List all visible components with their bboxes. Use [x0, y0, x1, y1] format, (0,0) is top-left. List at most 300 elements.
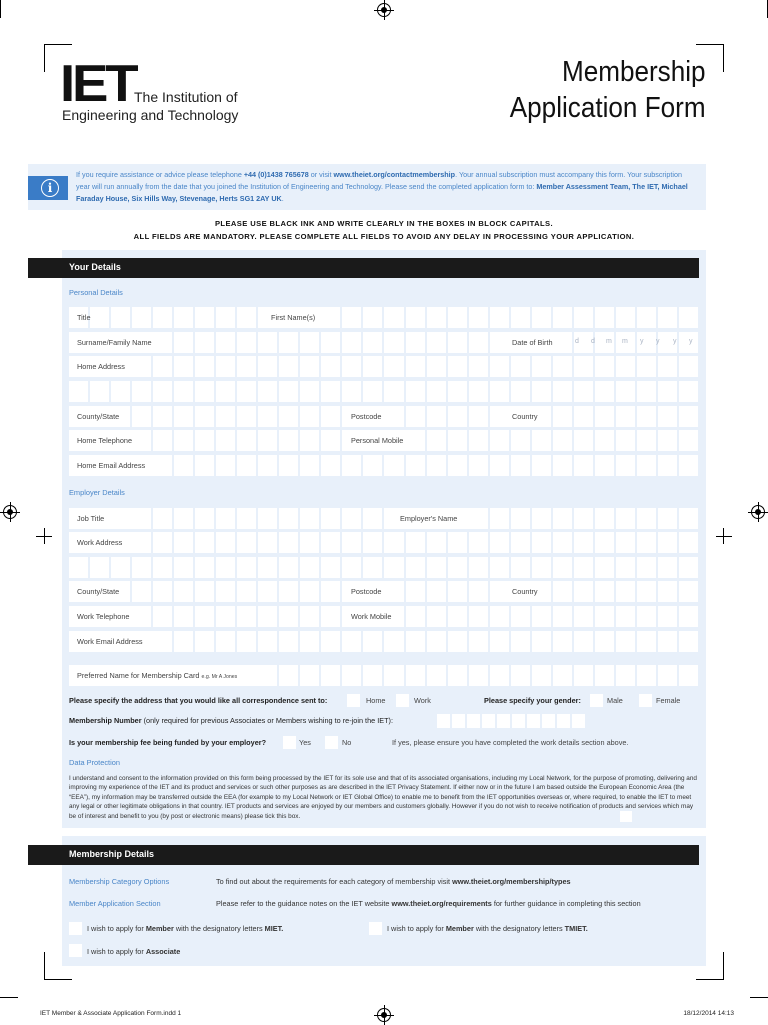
entry-box[interactable]	[616, 557, 635, 578]
entry-box[interactable]	[300, 455, 319, 476]
entry-box[interactable]	[321, 455, 340, 476]
entry-box[interactable]	[574, 532, 593, 553]
work-address-row-2[interactable]	[69, 557, 698, 578]
entry-box[interactable]	[511, 455, 530, 476]
entry-box[interactable]	[363, 532, 382, 553]
entry-box[interactable]	[616, 356, 635, 377]
entry-box[interactable]	[574, 581, 593, 602]
membership-number-box[interactable]	[512, 714, 525, 728]
entry-box[interactable]	[595, 508, 614, 529]
entry-box[interactable]	[574, 356, 593, 377]
entry-box[interactable]	[448, 332, 467, 353]
title-firstname-row[interactable]	[69, 307, 698, 328]
entry-box[interactable]	[532, 307, 551, 328]
entry-box[interactable]	[195, 406, 214, 427]
entry-box[interactable]	[321, 406, 340, 427]
membership-number-box[interactable]	[572, 714, 585, 728]
entry-box[interactable]	[595, 581, 614, 602]
entry-box[interactable]	[300, 381, 319, 402]
entry-box[interactable]	[553, 307, 572, 328]
entry-box[interactable]	[490, 430, 509, 451]
entry-box[interactable]	[69, 557, 88, 578]
entry-box[interactable]	[469, 557, 488, 578]
entry-box[interactable]	[216, 406, 235, 427]
entry-box[interactable]	[511, 381, 530, 402]
entry-box[interactable]	[174, 455, 193, 476]
entry-box[interactable]	[616, 665, 635, 686]
entry-box[interactable]	[532, 532, 551, 553]
entry-box[interactable]	[679, 606, 698, 627]
entry-box[interactable]	[216, 332, 235, 353]
work-checkbox[interactable]	[396, 694, 409, 707]
entry-box[interactable]	[174, 406, 193, 427]
yes-checkbox[interactable]	[283, 736, 296, 749]
entry-box[interactable]	[595, 406, 614, 427]
entry-box[interactable]	[574, 406, 593, 427]
entry-box[interactable]	[174, 557, 193, 578]
entry-box[interactable]	[384, 631, 403, 652]
entry-box[interactable]	[448, 557, 467, 578]
entry-box[interactable]	[448, 631, 467, 652]
entry-box[interactable]	[595, 307, 614, 328]
entry-box[interactable]	[490, 532, 509, 553]
entry-box[interactable]	[300, 406, 319, 427]
entry-box[interactable]	[216, 455, 235, 476]
entry-box[interactable]	[658, 508, 677, 529]
entry-box[interactable]	[616, 532, 635, 553]
entry-box[interactable]	[490, 455, 509, 476]
entry-box[interactable]	[490, 381, 509, 402]
entry-box[interactable]	[279, 430, 298, 451]
entry-box[interactable]	[469, 508, 488, 529]
entry-box[interactable]	[679, 356, 698, 377]
home-email-row[interactable]	[69, 455, 698, 476]
entry-box[interactable]	[511, 430, 530, 451]
entry-box[interactable]	[532, 557, 551, 578]
entry-box[interactable]	[174, 581, 193, 602]
entry-box[interactable]	[679, 631, 698, 652]
entry-box[interactable]	[174, 631, 193, 652]
entry-box[interactable]	[237, 406, 256, 427]
entry-box[interactable]	[300, 532, 319, 553]
entry-box[interactable]	[658, 557, 677, 578]
membership-number-box[interactable]	[437, 714, 450, 728]
membership-types-link[interactable]: www.theiet.org/membership/types	[452, 877, 571, 886]
entry-box[interactable]	[637, 508, 656, 529]
entry-box[interactable]	[258, 332, 277, 353]
entry-box[interactable]	[363, 508, 382, 529]
entry-box[interactable]	[195, 430, 214, 451]
entry-box[interactable]	[658, 430, 677, 451]
entry-box[interactable]	[384, 532, 403, 553]
entry-box[interactable]	[153, 532, 172, 553]
entry-box[interactable]	[427, 406, 446, 427]
entry-box[interactable]	[216, 581, 235, 602]
entry-box[interactable]	[363, 381, 382, 402]
entry-box[interactable]	[553, 381, 572, 402]
entry-box[interactable]	[448, 581, 467, 602]
entry-box[interactable]	[406, 665, 425, 686]
entry-box[interactable]	[427, 532, 446, 553]
entry-box[interactable]	[532, 508, 551, 529]
job-title-row[interactable]	[69, 508, 698, 529]
entry-box[interactable]	[553, 557, 572, 578]
entry-box[interactable]	[342, 532, 361, 553]
contact-link[interactable]: www.theiet.org/contactmembership	[333, 170, 456, 179]
entry-box[interactable]	[258, 455, 277, 476]
requirements-link[interactable]: www.theiet.org/requirements	[391, 899, 492, 908]
entry-box[interactable]	[448, 430, 467, 451]
entry-box[interactable]	[90, 381, 109, 402]
entry-box[interactable]	[511, 532, 530, 553]
entry-box[interactable]	[258, 557, 277, 578]
entry-box[interactable]	[132, 532, 151, 553]
entry-box[interactable]	[574, 381, 593, 402]
entry-box[interactable]	[363, 557, 382, 578]
entry-box[interactable]	[637, 557, 656, 578]
entry-box[interactable]	[237, 557, 256, 578]
entry-box[interactable]	[153, 581, 172, 602]
entry-box[interactable]	[616, 606, 635, 627]
entry-box[interactable]	[195, 508, 214, 529]
entry-box[interactable]	[258, 532, 277, 553]
entry-box[interactable]	[216, 307, 235, 328]
entry-box[interactable]	[363, 631, 382, 652]
membership-number-box[interactable]	[542, 714, 555, 728]
entry-box[interactable]	[153, 356, 172, 377]
entry-box[interactable]	[406, 307, 425, 328]
entry-box[interactable]	[427, 606, 446, 627]
entry-box[interactable]	[658, 532, 677, 553]
entry-box[interactable]	[637, 631, 656, 652]
entry-box[interactable]	[490, 557, 509, 578]
entry-box[interactable]	[679, 557, 698, 578]
entry-box[interactable]	[532, 631, 551, 652]
entry-box[interactable]	[174, 430, 193, 451]
entry-box[interactable]	[637, 581, 656, 602]
no-checkbox[interactable]	[325, 736, 338, 749]
entry-box[interactable]	[153, 307, 172, 328]
entry-box[interactable]	[279, 606, 298, 627]
entry-box[interactable]	[637, 381, 656, 402]
miet-checkbox[interactable]	[69, 922, 82, 935]
entry-box[interactable]	[195, 581, 214, 602]
entry-box[interactable]	[448, 406, 467, 427]
entry-box[interactable]	[216, 430, 235, 451]
entry-box[interactable]	[511, 356, 530, 377]
entry-box[interactable]	[595, 557, 614, 578]
entry-box[interactable]	[406, 381, 425, 402]
entry-box[interactable]	[406, 606, 425, 627]
entry-box[interactable]	[153, 430, 172, 451]
entry-box[interactable]	[469, 606, 488, 627]
entry-box[interactable]	[384, 455, 403, 476]
entry-box[interactable]	[469, 406, 488, 427]
entry-box[interactable]	[574, 631, 593, 652]
entry-box[interactable]	[616, 508, 635, 529]
entry-box[interactable]	[279, 455, 298, 476]
entry-box[interactable]	[427, 332, 446, 353]
entry-box[interactable]	[384, 381, 403, 402]
entry-box[interactable]	[279, 356, 298, 377]
entry-box[interactable]	[174, 606, 193, 627]
entry-box[interactable]	[300, 581, 319, 602]
entry-box[interactable]	[427, 581, 446, 602]
entry-box[interactable]	[511, 557, 530, 578]
entry-box[interactable]	[658, 381, 677, 402]
entry-box[interactable]	[469, 307, 488, 328]
entry-box[interactable]	[384, 332, 403, 353]
entry-box[interactable]	[216, 532, 235, 553]
entry-box[interactable]	[321, 332, 340, 353]
entry-box[interactable]	[595, 381, 614, 402]
membership-number-box[interactable]	[467, 714, 480, 728]
entry-box[interactable]	[321, 508, 340, 529]
entry-box[interactable]	[174, 307, 193, 328]
entry-box[interactable]	[532, 455, 551, 476]
entry-box[interactable]	[595, 455, 614, 476]
entry-box[interactable]	[342, 557, 361, 578]
membership-number-box[interactable]	[527, 714, 540, 728]
entry-box[interactable]	[132, 356, 151, 377]
entry-box[interactable]	[258, 508, 277, 529]
entry-box[interactable]	[300, 356, 319, 377]
entry-box[interactable]	[637, 307, 656, 328]
entry-box[interactable]	[679, 406, 698, 427]
male-checkbox[interactable]	[590, 694, 603, 707]
entry-box[interactable]	[363, 455, 382, 476]
entry-box[interactable]	[300, 508, 319, 529]
entry-box[interactable]	[553, 665, 572, 686]
entry-box[interactable]	[511, 631, 530, 652]
entry-box[interactable]	[574, 307, 593, 328]
entry-box[interactable]	[279, 557, 298, 578]
entry-box[interactable]	[553, 532, 572, 553]
entry-box[interactable]	[216, 557, 235, 578]
entry-box[interactable]	[237, 356, 256, 377]
entry-box[interactable]	[637, 606, 656, 627]
entry-box[interactable]	[490, 631, 509, 652]
entry-box[interactable]	[279, 381, 298, 402]
entry-box[interactable]	[553, 508, 572, 529]
entry-box[interactable]	[448, 455, 467, 476]
entry-box[interactable]	[258, 430, 277, 451]
entry-box[interactable]	[195, 557, 214, 578]
entry-box[interactable]	[469, 665, 488, 686]
entry-box[interactable]	[595, 532, 614, 553]
entry-box[interactable]	[679, 307, 698, 328]
entry-box[interactable]	[616, 430, 635, 451]
entry-box[interactable]	[553, 581, 572, 602]
entry-box[interactable]	[279, 581, 298, 602]
entry-box[interactable]	[553, 606, 572, 627]
entry-box[interactable]	[132, 307, 151, 328]
entry-box[interactable]	[279, 508, 298, 529]
home-address-row-1[interactable]	[69, 356, 698, 377]
entry-box[interactable]	[406, 557, 425, 578]
entry-box[interactable]	[363, 307, 382, 328]
entry-box[interactable]	[258, 631, 277, 652]
entry-box[interactable]	[153, 606, 172, 627]
entry-box[interactable]	[237, 508, 256, 529]
entry-box[interactable]	[553, 455, 572, 476]
entry-box[interactable]	[321, 381, 340, 402]
entry-box[interactable]	[658, 356, 677, 377]
entry-box[interactable]	[153, 508, 172, 529]
female-checkbox[interactable]	[639, 694, 652, 707]
entry-box[interactable]	[616, 455, 635, 476]
entry-box[interactable]	[406, 455, 425, 476]
entry-box[interactable]	[658, 631, 677, 652]
entry-box[interactable]	[616, 406, 635, 427]
entry-box[interactable]	[595, 356, 614, 377]
entry-box[interactable]	[216, 606, 235, 627]
entry-box[interactable]	[384, 557, 403, 578]
entry-box[interactable]	[469, 581, 488, 602]
entry-box[interactable]	[427, 430, 446, 451]
entry-box[interactable]	[679, 532, 698, 553]
entry-box[interactable]	[406, 581, 425, 602]
entry-box[interactable]	[132, 381, 151, 402]
entry-box[interactable]	[658, 406, 677, 427]
entry-box[interactable]	[237, 581, 256, 602]
entry-box[interactable]	[679, 455, 698, 476]
entry-box[interactable]	[679, 381, 698, 402]
entry-box[interactable]	[553, 406, 572, 427]
entry-box[interactable]	[511, 606, 530, 627]
entry-box[interactable]	[448, 381, 467, 402]
entry-box[interactable]	[469, 631, 488, 652]
entry-box[interactable]	[279, 665, 298, 686]
entry-box[interactable]	[174, 332, 193, 353]
entry-box[interactable]	[427, 356, 446, 377]
entry-box[interactable]	[637, 356, 656, 377]
entry-box[interactable]	[658, 455, 677, 476]
entry-box[interactable]	[321, 356, 340, 377]
entry-box[interactable]	[153, 381, 172, 402]
entry-box[interactable]	[174, 356, 193, 377]
entry-box[interactable]	[300, 631, 319, 652]
entry-box[interactable]	[384, 307, 403, 328]
entry-box[interactable]	[574, 665, 593, 686]
entry-box[interactable]	[216, 631, 235, 652]
entry-box[interactable]	[195, 631, 214, 652]
work-address-row-1[interactable]	[69, 532, 698, 553]
entry-box[interactable]	[427, 631, 446, 652]
entry-box[interactable]	[406, 532, 425, 553]
tmiet-checkbox[interactable]	[369, 922, 382, 935]
entry-box[interactable]	[300, 332, 319, 353]
entry-box[interactable]	[216, 381, 235, 402]
entry-box[interactable]	[279, 332, 298, 353]
entry-box[interactable]	[258, 356, 277, 377]
entry-box[interactable]	[658, 606, 677, 627]
entry-box[interactable]	[342, 508, 361, 529]
entry-box[interactable]	[532, 356, 551, 377]
entry-box[interactable]	[574, 430, 593, 451]
opt-out-checkbox[interactable]	[620, 811, 632, 822]
entry-box[interactable]	[616, 631, 635, 652]
entry-box[interactable]	[111, 557, 130, 578]
entry-box[interactable]	[532, 381, 551, 402]
entry-box[interactable]	[532, 665, 551, 686]
entry-box[interactable]	[237, 381, 256, 402]
entry-box[interactable]	[237, 532, 256, 553]
membership-number-box[interactable]	[557, 714, 570, 728]
entry-box[interactable]	[469, 532, 488, 553]
entry-box[interactable]	[427, 381, 446, 402]
entry-box[interactable]	[637, 430, 656, 451]
entry-box[interactable]	[258, 406, 277, 427]
entry-box[interactable]	[300, 665, 319, 686]
entry-box[interactable]	[90, 557, 109, 578]
entry-box[interactable]	[195, 381, 214, 402]
entry-box[interactable]	[427, 307, 446, 328]
entry-box[interactable]	[553, 631, 572, 652]
entry-box[interactable]	[384, 665, 403, 686]
entry-box[interactable]	[195, 332, 214, 353]
membership-number-box[interactable]	[452, 714, 465, 728]
entry-box[interactable]	[216, 508, 235, 529]
entry-box[interactable]	[279, 406, 298, 427]
entry-box[interactable]	[174, 508, 193, 529]
entry-box[interactable]	[469, 356, 488, 377]
entry-box[interactable]	[342, 665, 361, 686]
home-address-row-2[interactable]	[69, 381, 698, 402]
entry-box[interactable]	[195, 532, 214, 553]
entry-box[interactable]	[342, 356, 361, 377]
entry-box[interactable]	[406, 631, 425, 652]
entry-box[interactable]	[237, 332, 256, 353]
entry-box[interactable]	[511, 307, 530, 328]
entry-box[interactable]	[490, 508, 509, 529]
entry-box[interactable]	[448, 665, 467, 686]
entry-box[interactable]	[321, 557, 340, 578]
entry-box[interactable]	[469, 430, 488, 451]
entry-box[interactable]	[469, 332, 488, 353]
associate-checkbox[interactable]	[69, 944, 82, 957]
entry-box[interactable]	[279, 532, 298, 553]
entry-box[interactable]	[616, 381, 635, 402]
entry-box[interactable]	[195, 606, 214, 627]
entry-box[interactable]	[658, 307, 677, 328]
entry-box[interactable]	[679, 581, 698, 602]
entry-box[interactable]	[532, 430, 551, 451]
entry-box[interactable]	[406, 356, 425, 377]
entry-box[interactable]	[448, 356, 467, 377]
entry-box[interactable]	[406, 406, 425, 427]
entry-box[interactable]	[595, 631, 614, 652]
entry-box[interactable]	[532, 606, 551, 627]
entry-box[interactable]	[321, 606, 340, 627]
entry-box[interactable]	[216, 356, 235, 377]
entry-box[interactable]	[153, 557, 172, 578]
entry-box[interactable]	[363, 665, 382, 686]
entry-box[interactable]	[258, 581, 277, 602]
entry-box[interactable]	[490, 307, 509, 328]
entry-box[interactable]	[342, 332, 361, 353]
entry-box[interactable]	[237, 307, 256, 328]
entry-box[interactable]	[406, 332, 425, 353]
entry-box[interactable]	[300, 557, 319, 578]
entry-box[interactable]	[132, 406, 151, 427]
entry-box[interactable]	[237, 455, 256, 476]
entry-box[interactable]	[616, 307, 635, 328]
entry-box[interactable]	[679, 508, 698, 529]
entry-box[interactable]	[132, 557, 151, 578]
home-checkbox[interactable]	[347, 694, 360, 707]
entry-box[interactable]	[300, 430, 319, 451]
